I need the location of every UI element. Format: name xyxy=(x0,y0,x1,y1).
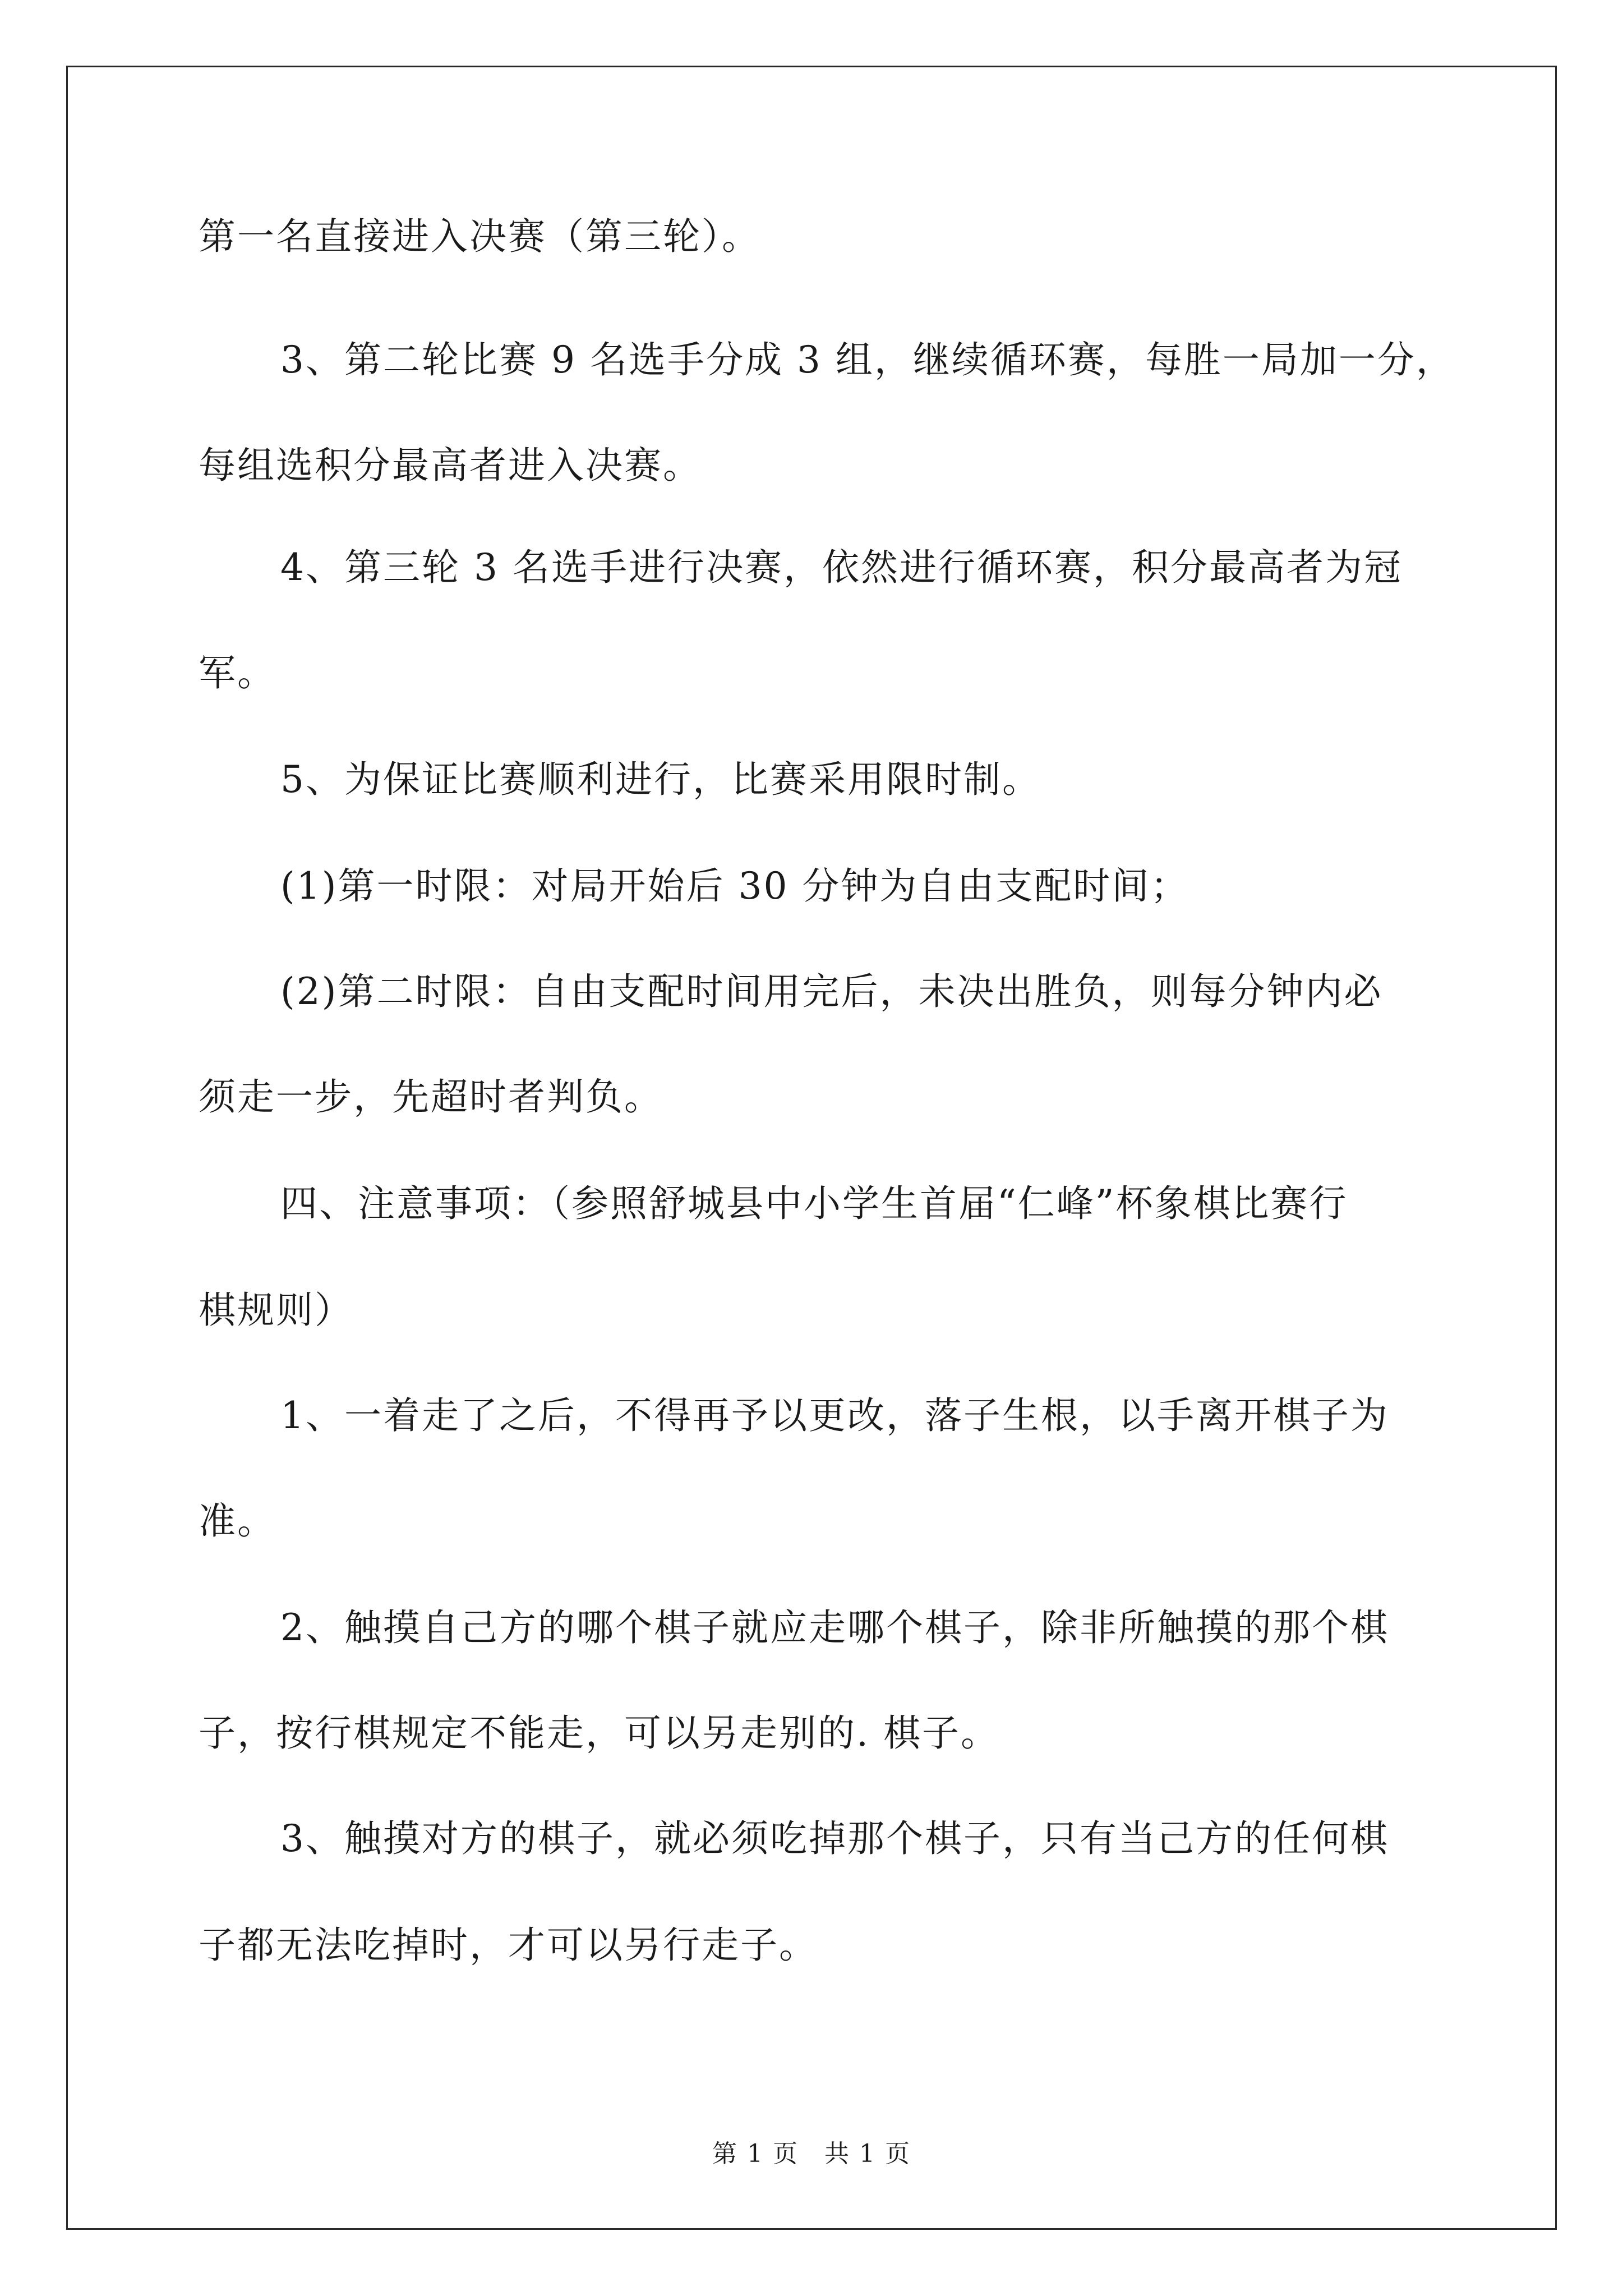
paragraph-line: 3、触摸对方的棋子，就必须吃掉那个棋子，只有当己方的任何棋 xyxy=(280,1817,1389,1860)
paragraph-line: 棋规则） xyxy=(199,1289,353,1332)
paragraph-line: 1、一着走了之后，不得再予以更改，落子生根，以手离开棋子为 xyxy=(280,1394,1389,1437)
paragraph-line: 子都无法吃掉时，才可以另行走子。 xyxy=(199,1924,818,1967)
paragraph-line: (1)第一时限：对局开始后 30 分钟为自由支配时间； xyxy=(280,864,1189,908)
paragraph-line: 5、为保证比赛顺利进行，比赛采用限时制。 xyxy=(280,758,1041,801)
page-footer: 第 1 页 共 1 页 xyxy=(712,2139,911,2168)
paragraph-line: 3、第二轮比赛 9 名选手分成 3 组，继续循环赛，每胜一局加一分， xyxy=(280,338,1455,381)
page-border xyxy=(66,66,1557,2230)
paragraph-line: 每组选积分最高者进入决赛。 xyxy=(199,444,702,487)
paragraph-line: 四、注意事项：（参照舒城县中小学生首届“仁峰”杯象棋比赛行 xyxy=(280,1182,1348,1225)
paragraph-line: (2)第二时限：自由支配时间用完后，未决出胜负，则每分钟内必 xyxy=(280,970,1383,1013)
paragraph-line: 第一名直接进入决赛（第三轮）。 xyxy=(199,215,760,258)
paragraph-line: 军。 xyxy=(199,651,276,694)
paragraph-line: 2、触摸自己方的哪个棋子就应走哪个棋子，除非所触摸的那个棋 xyxy=(280,1606,1389,1649)
paragraph-line: 准。 xyxy=(199,1499,276,1543)
paragraph-line: 4、第三轮 3 名选手进行决赛，依然进行循环赛，积分最高者为冠 xyxy=(280,546,1403,589)
paragraph-line: 子，按行棋规定不能走，可以另走别的. 棋子。 xyxy=(199,1711,999,1755)
paragraph-line: 须走一步，先超时者判负。 xyxy=(199,1075,663,1119)
